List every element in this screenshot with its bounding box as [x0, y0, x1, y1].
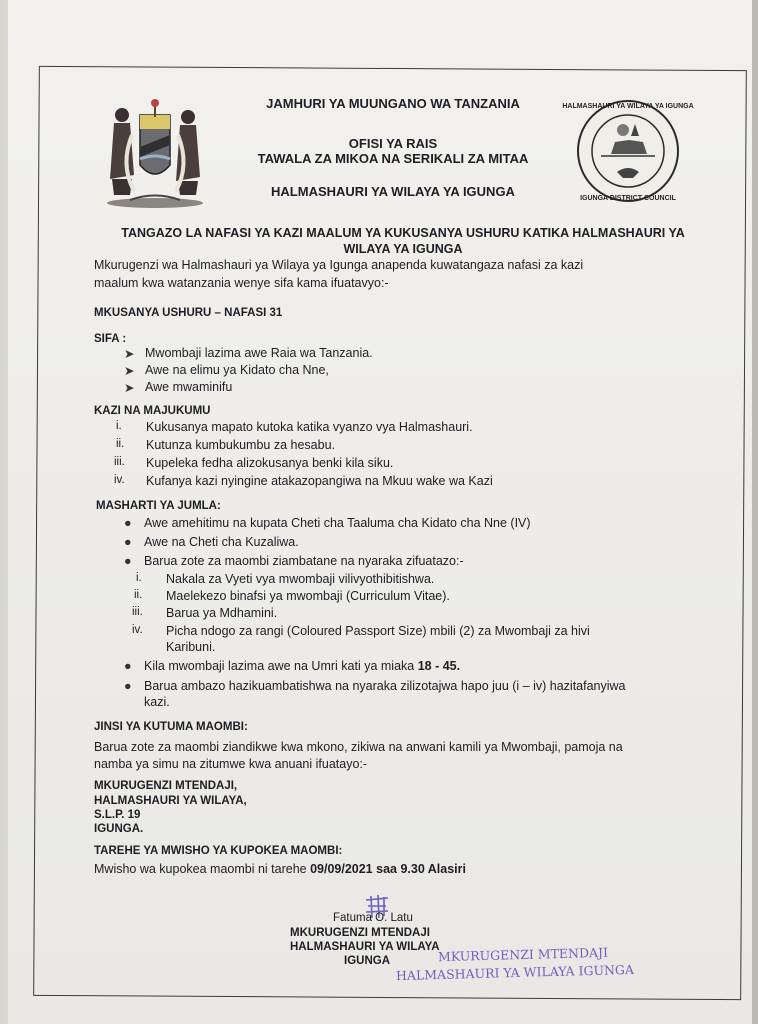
masharti-bullet-cont: kazi. [144, 695, 170, 709]
advert-title-line1: TANGAZO LA NAFASI YA KAZI MAALUM YA KUKUSANYA USHURU KATIKA HALMASHAURI YA [121, 226, 685, 240]
list-number: ii. [134, 589, 143, 601]
header-office: OFISI YA RAIS [348, 136, 438, 151]
logo-top-text: HALMASHAURI YA WILAYA YA IGUNGA [562, 103, 694, 110]
deadline-text: Mwisho wa kupokea maombi ni tarehe [94, 862, 311, 876]
masharti-bullet: Barua zote za maombi ziambatane na nyaraka zifuatazo:- [144, 554, 464, 568]
official-stamp-line2: HALMASHAURI YA WILAYA IGUNGA [395, 961, 635, 984]
sifa-item: Mwombaji lazima awe Raia wa Tanzania. [145, 346, 373, 360]
masharti-sub-item-cont: Karibuni. [166, 640, 216, 654]
bullet-dot-icon: ● [124, 554, 132, 568]
signatory-title: MKURUGENZI MTENDAJI [290, 927, 430, 939]
kazi-item: Kutunza kumbukumbu za hesabu. [146, 438, 336, 452]
paper-sheet [8, 0, 752, 1024]
kazi-item: Kukusanya mapato kutoka katika vyanzo vya Halmashauri. [146, 420, 473, 434]
sifa-item: Awe na elimu ya Kidato cha Nne, [145, 363, 329, 377]
jinsi-line2: namba ya simu na zitumwe kwa anuani ifuatayo:- [94, 757, 368, 771]
masharti-sub-item: Barua ya Mdhamini. [166, 606, 278, 620]
tarehe-line [94, 862, 466, 876]
address-line: HALMASHAURI YA WILAYA, [94, 795, 247, 807]
intro-line1: Mkurugenzi wa Halmashauri ya Wilaya ya Igunga anapenda kuwatangaza nafasi za kazi [94, 258, 584, 272]
bullet-dot-icon: ● [124, 659, 132, 673]
kazi-heading: KAZI NA MAJUKUMU [94, 405, 211, 417]
masharti-heading: MASHARTI YA JUMLA: [96, 500, 221, 512]
masharti-bullet: Awe amehitimu na kupata Cheti cha Taaluma cha Kidato cha Nne (IV) [144, 516, 531, 530]
arrow-bullet-icon: ➤ [124, 364, 135, 378]
address-line: S.L.P. 19 [94, 809, 141, 821]
sifa-item: Awe mwaminifu [145, 380, 233, 394]
bullet-dot-icon: ● [124, 679, 132, 693]
address-line: IGUNGA. [94, 823, 144, 835]
kazi-item: Kufanya kazi nyingine atakazopangiwa na Mkuu wake wa Kazi [146, 474, 493, 488]
list-number: i. [136, 572, 142, 584]
official-stamp-line1: MKURUGENZI MTENDAJI [437, 944, 609, 965]
header-council: HALMASHAURI YA WILAYA YA IGUNGA [271, 184, 515, 199]
masharti-bullet: Barua ambazo hazikuambatishwa na nyaraka zilizotajwa hapo juu (i – iv) hazitafanyiwa [144, 679, 626, 693]
bullet-dot-icon: ● [124, 516, 132, 530]
bullet-dot-icon: ● [124, 535, 132, 549]
deadline-date: 09/09/2021 saa 9.30 Alasiri [310, 862, 466, 876]
list-number: iii. [132, 606, 143, 618]
logo-bottom-text: IGUNGA DISTRICT COUNCIL [580, 195, 676, 202]
address-line: MKURUGENZI MTENDAJI, [94, 780, 238, 792]
jinsi-line1: Barua zote za maombi ziandikwe kwa mkono, zikiwa na anwani kamili ya Mwombaji, pamoja na [94, 740, 623, 754]
signatory-name: Fatuma O. Latu [333, 912, 413, 924]
advert-title-line2: WILAYA YA IGUNGA [343, 242, 463, 256]
list-number: ii. [116, 438, 125, 450]
sifa-heading: SIFA : [94, 333, 127, 345]
list-number: iii. [114, 456, 125, 468]
list-number: iv. [114, 474, 125, 486]
age-range: 18 - 45. [417, 659, 461, 673]
tarehe-heading: TAREHE YA MWISHO YA KUPOKEA MAOMBI: [94, 845, 343, 857]
header-republic: JAMHURI YA MUUNGANO WA TANZANIA [266, 96, 520, 111]
jinsi-heading: JINSI YA KUTUMA MAOMBI: [94, 721, 248, 733]
kazi-item: Kupeleka fedha alizokusanya benki kila siku. [146, 456, 394, 470]
masharti-bullet-age [144, 659, 460, 673]
header-regional: TAWALA ZA MIKOA NA SERIKALI ZA MITAA [257, 151, 529, 166]
intro-line2: maalum kwa watanzania wenye sifa kama ifuatavyo:- [94, 276, 389, 290]
masharti-sub-item: Picha ndogo za rangi (Coloured Passport Size) mbili (2) za Mwombaji za hivi [166, 624, 590, 638]
masharti-bullet: Awe na Cheti cha Kuzaliwa. [144, 535, 299, 549]
list-number: i. [116, 420, 122, 432]
coat-of-arms-emblem [100, 95, 210, 210]
signatory-office: HALMASHAURI YA WILAYA [290, 941, 440, 953]
masharti-sub-item: Maelekezo binafsi ya mwombaji (Curriculum Vitae). [166, 589, 450, 603]
masharti-sub-item: Nakala za Vyeti vya mwombaji vilivyothibitishwa. [166, 572, 435, 586]
list-number: iv. [132, 624, 143, 636]
arrow-bullet-icon: ➤ [124, 381, 135, 395]
igunga-district-council-logo [562, 96, 694, 206]
arrow-bullet-icon: ➤ [124, 347, 135, 361]
position-title: MKUSANYA USHURU – NAFASI 31 [94, 307, 283, 319]
signatory-town: IGUNGA [344, 955, 390, 967]
age-text: Kila mwombaji lazima awe na Umri kati ya miaka [144, 659, 418, 673]
